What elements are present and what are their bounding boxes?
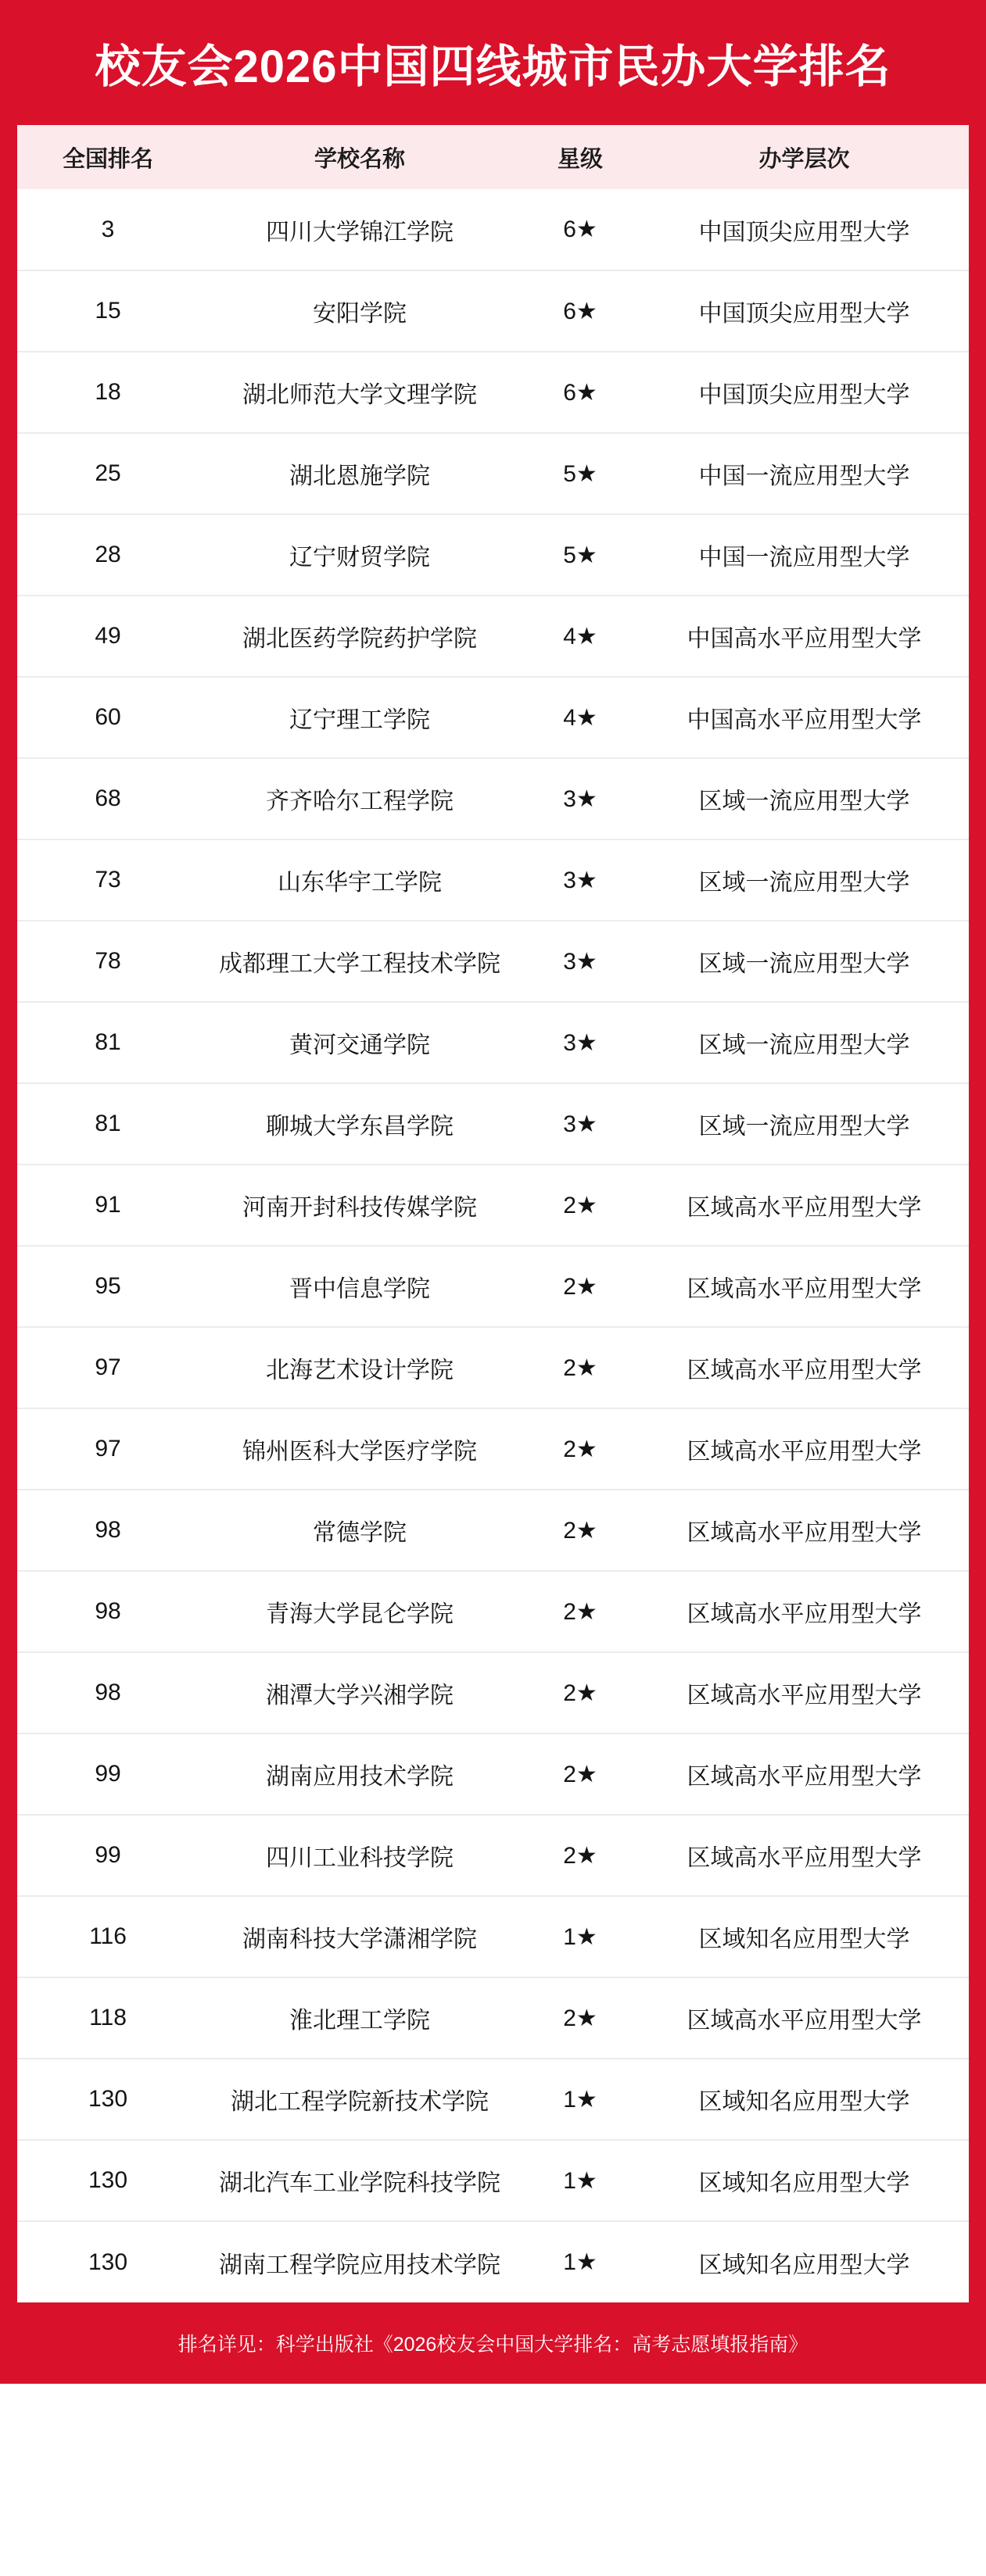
table-row <box>17 2221 969 2302</box>
table-row <box>17 1327 969 1408</box>
table-row <box>17 1977 969 2059</box>
cell-level: 区域知名应用型大学 <box>640 2059 969 2140</box>
cell-level: 区域高水平应用型大学 <box>640 1165 969 1246</box>
cell-level: 区域高水平应用型大学 <box>640 1815 969 1896</box>
table-row <box>17 1652 969 1733</box>
cell-level: 区域高水平应用型大学 <box>640 1246 969 1327</box>
cell-star: 4★ <box>521 677 640 758</box>
cell-rank: 130 <box>17 2059 199 2140</box>
table-row <box>17 1083 969 1165</box>
cell-level: 中国高水平应用型大学 <box>640 596 969 677</box>
table-row <box>17 433 969 514</box>
cell-star: 3★ <box>521 758 640 839</box>
table-row <box>17 1002 969 1083</box>
cell-level: 区域一流应用型大学 <box>640 1002 969 1083</box>
table-header-row <box>17 125 969 189</box>
ranking-table-container <box>17 125 969 2302</box>
cell-rank: 25 <box>17 433 199 514</box>
cell-rank: 97 <box>17 1327 199 1408</box>
cell-name: 山东华宇工学院 <box>199 839 521 921</box>
cell-rank: 49 <box>17 596 199 677</box>
cell-level: 区域高水平应用型大学 <box>640 1327 969 1408</box>
table-row <box>17 1733 969 1815</box>
poster-footer <box>0 2302 986 2384</box>
cell-rank: 99 <box>17 1815 199 1896</box>
table-header <box>17 125 969 189</box>
cell-name: 四川大学锦江学院 <box>199 189 521 270</box>
cell-star: 3★ <box>521 1083 640 1165</box>
cell-name: 湖北师范大学文理学院 <box>199 352 521 433</box>
cell-rank: 98 <box>17 1490 199 1571</box>
cell-star: 2★ <box>521 1246 640 1327</box>
cell-star: 1★ <box>521 2221 640 2302</box>
table-row <box>17 514 969 596</box>
cell-name: 晋中信息学院 <box>199 1246 521 1327</box>
cell-star: 1★ <box>521 2059 640 2140</box>
cell-name: 青海大学昆仑学院 <box>199 1571 521 1652</box>
cell-rank: 68 <box>17 758 199 839</box>
cell-name: 湖北医药学院药护学院 <box>199 596 521 677</box>
ranking-table <box>17 125 969 2302</box>
cell-rank: 73 <box>17 839 199 921</box>
cell-name: 湘潭大学兴湘学院 <box>199 1652 521 1733</box>
table-row <box>17 1165 969 1246</box>
cell-rank: 95 <box>17 1246 199 1327</box>
cell-rank: 98 <box>17 1571 199 1652</box>
table-row <box>17 1896 969 1977</box>
cell-rank: 91 <box>17 1165 199 1246</box>
column-header-level: 办学层次 <box>640 125 969 189</box>
cell-name: 四川工业科技学院 <box>199 1815 521 1896</box>
cell-rank: 60 <box>17 677 199 758</box>
cell-name: 齐齐哈尔工程学院 <box>199 758 521 839</box>
cell-name: 锦州医科大学医疗学院 <box>199 1408 521 1490</box>
table-row <box>17 1571 969 1652</box>
table-body <box>17 189 969 2302</box>
cell-star: 2★ <box>521 1490 640 1571</box>
cell-level: 区域一流应用型大学 <box>640 1083 969 1165</box>
table-row <box>17 758 969 839</box>
cell-level: 区域一流应用型大学 <box>640 758 969 839</box>
cell-star: 6★ <box>521 189 640 270</box>
cell-star: 5★ <box>521 433 640 514</box>
cell-level: 区域一流应用型大学 <box>640 839 969 921</box>
cell-level: 中国顶尖应用型大学 <box>640 270 969 352</box>
cell-star: 2★ <box>521 1327 640 1408</box>
cell-level: 区域高水平应用型大学 <box>640 1733 969 1815</box>
table-row <box>17 2059 969 2140</box>
cell-rank: 97 <box>17 1408 199 1490</box>
cell-name: 湖北恩施学院 <box>199 433 521 514</box>
cell-star: 1★ <box>521 2140 640 2221</box>
cell-rank: 28 <box>17 514 199 596</box>
table-row <box>17 596 969 677</box>
cell-rank: 130 <box>17 2140 199 2221</box>
cell-rank: 18 <box>17 352 199 433</box>
cell-level: 区域知名应用型大学 <box>640 2221 969 2302</box>
cell-star: 6★ <box>521 270 640 352</box>
cell-star: 2★ <box>521 1652 640 1733</box>
cell-name: 成都理工大学工程技术学院 <box>199 921 521 1002</box>
table-row <box>17 1408 969 1490</box>
cell-name: 聊城大学东昌学院 <box>199 1083 521 1165</box>
table-row <box>17 352 969 433</box>
cell-name: 北海艺术设计学院 <box>199 1327 521 1408</box>
table-row <box>17 189 969 270</box>
cell-level: 区域知名应用型大学 <box>640 2140 969 2221</box>
cell-star: 3★ <box>521 1002 640 1083</box>
table-row <box>17 270 969 352</box>
cell-name: 湖北汽车工业学院科技学院 <box>199 2140 521 2221</box>
cell-star: 2★ <box>521 1408 640 1490</box>
cell-level: 中国顶尖应用型大学 <box>640 189 969 270</box>
cell-name: 辽宁理工学院 <box>199 677 521 758</box>
cell-level: 区域高水平应用型大学 <box>640 1571 969 1652</box>
cell-level: 区域高水平应用型大学 <box>640 1490 969 1571</box>
cell-rank: 98 <box>17 1652 199 1733</box>
cell-rank: 99 <box>17 1733 199 1815</box>
cell-star: 2★ <box>521 1733 640 1815</box>
cell-name: 河南开封科技传媒学院 <box>199 1165 521 1246</box>
cell-star: 2★ <box>521 1165 640 1246</box>
cell-star: 3★ <box>521 921 640 1002</box>
cell-rank: 118 <box>17 1977 199 2059</box>
cell-star: 5★ <box>521 514 640 596</box>
cell-level: 中国顶尖应用型大学 <box>640 352 969 433</box>
table-row <box>17 1246 969 1327</box>
column-header-rank: 全国排名 <box>17 125 199 189</box>
cell-level: 中国一流应用型大学 <box>640 433 969 514</box>
cell-rank: 130 <box>17 2221 199 2302</box>
cell-star: 1★ <box>521 1896 640 1977</box>
cell-star: 3★ <box>521 839 640 921</box>
footer-note: 排名详见：科学出版社《2026校友会中国大学排名：高考志愿填报指南》 <box>177 2334 809 2356</box>
cell-rank: 116 <box>17 1896 199 1977</box>
cell-rank: 3 <box>17 189 199 270</box>
page-title: 校友会2026中国四线城市民办大学排名 <box>95 41 891 92</box>
table-row <box>17 1815 969 1896</box>
column-header-school-name: 学校名称 <box>199 125 521 189</box>
cell-name: 湖南工程学院应用技术学院 <box>199 2221 521 2302</box>
table-row <box>17 921 969 1002</box>
cell-level: 区域高水平应用型大学 <box>640 1977 969 2059</box>
cell-name: 湖南科技大学潇湘学院 <box>199 1896 521 1977</box>
cell-level: 区域高水平应用型大学 <box>640 1652 969 1733</box>
cell-name: 黄河交通学院 <box>199 1002 521 1083</box>
cell-rank: 15 <box>17 270 199 352</box>
cell-rank: 81 <box>17 1083 199 1165</box>
cell-name: 辽宁财贸学院 <box>199 514 521 596</box>
cell-star: 6★ <box>521 352 640 433</box>
column-header-star: 星级 <box>521 125 640 189</box>
cell-level: 区域知名应用型大学 <box>640 1896 969 1977</box>
cell-level: 中国一流应用型大学 <box>640 514 969 596</box>
cell-name: 湖南应用技术学院 <box>199 1733 521 1815</box>
cell-level: 区域高水平应用型大学 <box>640 1408 969 1490</box>
cell-rank: 81 <box>17 1002 199 1083</box>
table-row <box>17 839 969 921</box>
cell-name: 安阳学院 <box>199 270 521 352</box>
poster-header <box>0 0 986 125</box>
cell-star: 4★ <box>521 596 640 677</box>
cell-star: 2★ <box>521 1571 640 1652</box>
cell-rank: 78 <box>17 921 199 1002</box>
table-row <box>17 677 969 758</box>
cell-name: 湖北工程学院新技术学院 <box>199 2059 521 2140</box>
cell-level: 中国高水平应用型大学 <box>640 677 969 758</box>
cell-star: 2★ <box>521 1815 640 1896</box>
cell-level: 区域一流应用型大学 <box>640 921 969 1002</box>
table-row <box>17 2140 969 2221</box>
cell-name: 常德学院 <box>199 1490 521 1571</box>
table-row <box>17 1490 969 1571</box>
cell-star: 2★ <box>521 1977 640 2059</box>
cell-name: 淮北理工学院 <box>199 1977 521 2059</box>
